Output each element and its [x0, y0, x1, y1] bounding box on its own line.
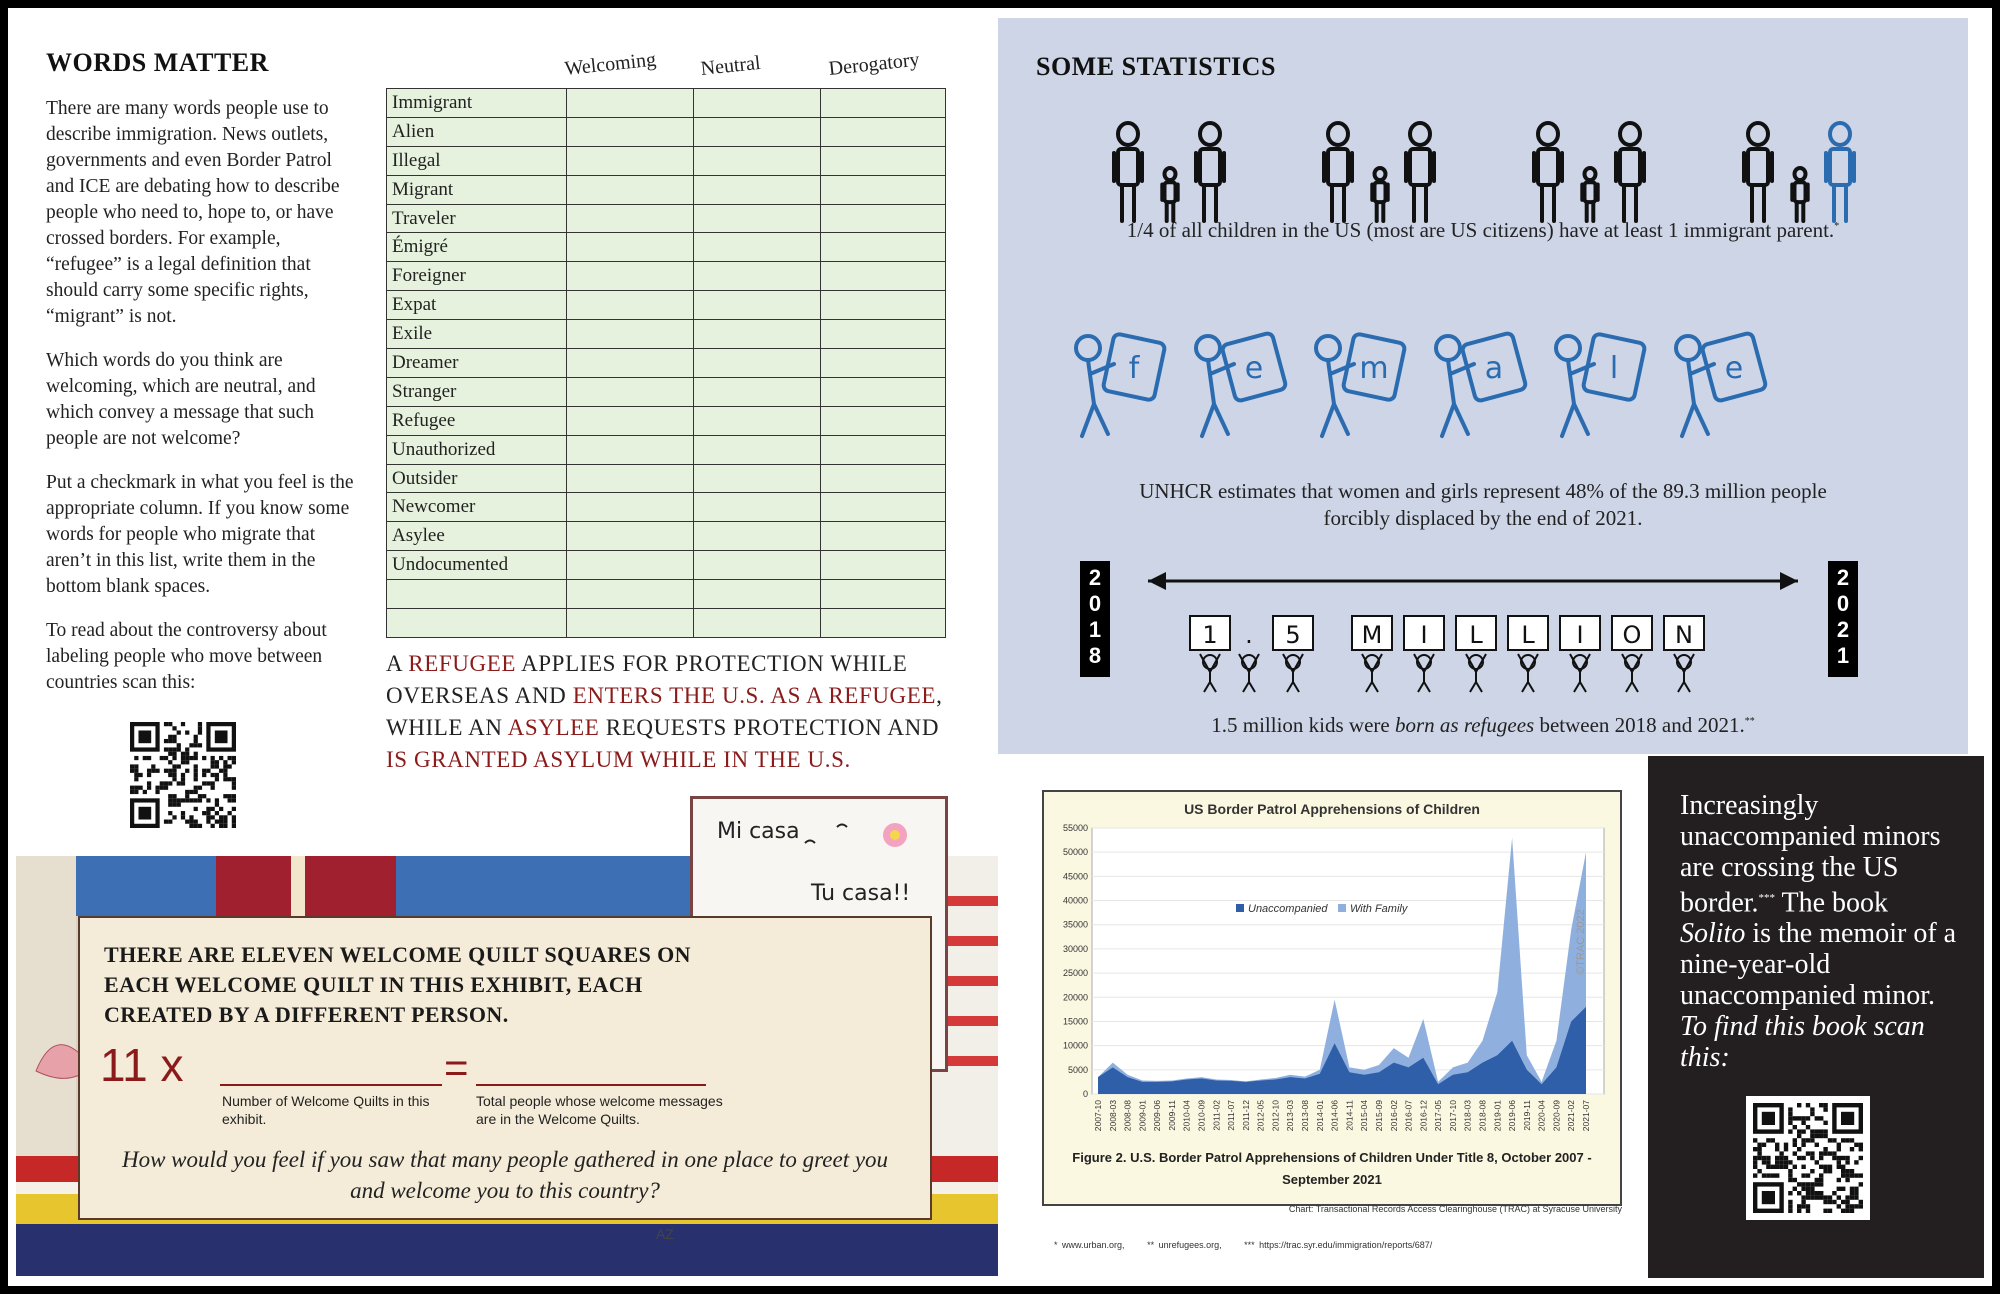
checkbox-cell-welcoming[interactable] [567, 146, 694, 175]
word-row [387, 349, 946, 378]
checkbox-cell-derogatory[interactable] [821, 320, 946, 349]
statistics-panel [998, 18, 1968, 754]
word-cell: Alien [387, 117, 567, 146]
drawing-text: Mi casa [717, 819, 800, 844]
word-row [387, 233, 946, 262]
kid-holding-sign [1508, 616, 1548, 692]
x-tick-label: 2021-07 [1581, 1100, 1591, 1132]
checkbox-cell-derogatory[interactable] [821, 580, 946, 609]
x-tick-label: 2019-06 [1507, 1100, 1518, 1132]
panel-scan-instruction: To find this book scan this: [1680, 1011, 1925, 1074]
footnote-2: ** unrefugees.org, [1147, 1240, 1222, 1250]
equation-lead: 11 x [100, 1039, 184, 1091]
total-people-caption: Total people whose welcome messages are in the Welcome Quilts. [476, 1093, 723, 1127]
female-letter: l [1609, 351, 1619, 386]
word-cell: Asylee [387, 522, 567, 551]
checkbox-cell-derogatory[interactable] [821, 175, 946, 204]
kid-holding-sign [1560, 616, 1600, 692]
checkbox-cell-welcoming[interactable] [567, 406, 694, 435]
word-cell: Newcomer [387, 493, 567, 522]
kid-holding-sign [1273, 616, 1313, 692]
note-text: APPLIES FOR PROTECTION WHILE OVERSEAS AND [386, 651, 908, 708]
checkbox-cell-neutral[interactable] [694, 204, 821, 233]
x-tick-label: 2017-10 [1447, 1100, 1458, 1132]
apprehensions-chart-frame [1042, 790, 1622, 1206]
word-row [387, 175, 946, 204]
y-tick-label: 10000 [1062, 1040, 1088, 1051]
female-letter: e [1244, 351, 1264, 386]
checkbox-cell-neutral[interactable] [694, 89, 821, 118]
panel-text: Increasingly unaccompanied minors are crossing the US border. [1680, 790, 1941, 919]
exhibit-page [8, 8, 1992, 1286]
y-tick-label: 25000 [1062, 968, 1088, 979]
word-cell: Traveler [387, 204, 567, 233]
word-cell: Expat [387, 291, 567, 320]
checkbox-cell-neutral[interactable] [694, 349, 821, 378]
x-tick-label: 2009-01 [1137, 1100, 1148, 1132]
sign-letter: L [1469, 621, 1483, 649]
solito-text [1680, 790, 1960, 1073]
year-2018-badge [1080, 561, 1110, 677]
x-tick-label: 2009-11 [1166, 1100, 1177, 1131]
header-welcoming: Welcoming [563, 48, 658, 81]
word-cell: Stranger [387, 377, 567, 406]
footnote-3: *** https://trac.syr.edu/immigration/reports/687/ [1244, 1240, 1433, 1250]
female-letter-figure [1436, 332, 1527, 436]
x-tick-label: 2007-10 [1093, 1100, 1103, 1132]
words-matter-text [46, 96, 356, 714]
year-digit: 2 [1836, 617, 1850, 642]
chart-caption-line: September 2021 [1282, 1172, 1382, 1187]
word-cell: Unauthorized [387, 435, 567, 464]
stick-figure [1372, 168, 1387, 221]
checkbox-cell-derogatory[interactable] [821, 493, 946, 522]
chart-source: Chart: Transactional Records Access Clearinghouse (TRAC) at Syracuse University [1288, 1204, 1622, 1214]
checkbox-cell-welcoming[interactable] [567, 522, 694, 551]
y-tick-label: 30000 [1062, 943, 1088, 954]
quilt-reflection-question: How would you feel if you saw that many people gathered in one place to greet you and welcome you to this country? [121, 1147, 889, 1203]
word-row [387, 89, 946, 118]
checkbox-cell-neutral[interactable] [694, 175, 821, 204]
word-cell: Undocumented [387, 551, 567, 580]
stick-figure [1792, 168, 1807, 221]
sign-letter: M [1361, 621, 1383, 649]
x-tick-label: 2010-04 [1181, 1100, 1192, 1132]
y-tick-label: 50000 [1062, 847, 1088, 858]
checkbox-cell-welcoming[interactable] [567, 609, 694, 638]
x-tick-label: 2017-05 [1433, 1100, 1444, 1132]
checkbox-cell-neutral[interactable] [694, 406, 821, 435]
kid-holding-sign [1456, 616, 1496, 692]
x-tick-label: 2014-11 [1344, 1100, 1355, 1131]
word-row [387, 262, 946, 291]
x-tick-label: 2015-04 [1359, 1100, 1370, 1132]
question-paragraph: Which words do you think are welcoming, which are neutral, and which convey a message that such people are not welcome? [46, 350, 316, 449]
apprehensions-chart [1044, 792, 1620, 1204]
sign-letter: . [1245, 621, 1253, 649]
stick-figure [1162, 168, 1177, 221]
equals-sign: = [444, 1044, 469, 1091]
checkbox-cell-neutral[interactable] [694, 493, 821, 522]
year-digit: 1 [1088, 617, 1102, 642]
checkbox-cell-derogatory[interactable] [821, 464, 946, 493]
word-cell: Outsider [387, 464, 567, 493]
year-digit: 1 [1836, 643, 1850, 668]
checkbox-cell-neutral[interactable] [694, 320, 821, 349]
word-row [387, 435, 946, 464]
year-digit: 0 [1088, 591, 1102, 616]
sign-letter: 1 [1202, 621, 1218, 649]
legend-swatch-unaccompanied [1236, 904, 1244, 912]
female-letter: a [1484, 351, 1504, 386]
stat-line: UNHCR estimates that women and girls represent 48% of the 89.3 million people [1139, 479, 1827, 503]
checkbox-cell-neutral[interactable] [694, 262, 821, 291]
drawing-text: Tu casa!! [811, 881, 911, 906]
refugee-asylee-note [386, 648, 946, 776]
word-cell: Immigrant [387, 89, 567, 118]
instructions-paragraph: Put a checkmark in what you feel is the appropriate column. If you know some words for people who migrate that aren’t in this list, write them in the bottom blank spaces. [46, 472, 354, 597]
sign-letter: 5 [1285, 621, 1301, 649]
x-tick-label: 2021-02 [1566, 1100, 1577, 1132]
words-matter-title: WORDS MATTER [46, 48, 269, 77]
word-cell: Émigré [387, 233, 567, 262]
year-2021-badge [1828, 561, 1858, 677]
word-row [387, 320, 946, 349]
word-row [387, 406, 946, 435]
checkbox-cell-welcoming[interactable] [567, 435, 694, 464]
quilt-count-blank[interactable] [220, 1084, 442, 1086]
legend-unaccompanied: Unaccompanied [1248, 903, 1328, 915]
checkbox-cell-neutral[interactable] [694, 146, 821, 175]
sign-letter: L [1521, 621, 1535, 649]
word-cell: Migrant [387, 175, 567, 204]
footnotes [1054, 1240, 1432, 1250]
female-letter-figure [1556, 333, 1645, 436]
stick-figure [1582, 168, 1597, 221]
x-tick-label: 2008-08 [1122, 1100, 1133, 1132]
checkbox-cell-welcoming[interactable] [567, 117, 694, 146]
stick-figure [1616, 123, 1644, 221]
word-row [387, 551, 946, 580]
female-letter-figure [1676, 332, 1767, 436]
kid-holding-sign [1190, 616, 1230, 692]
checkbox-cell-welcoming[interactable] [567, 580, 694, 609]
note-highlight: ENTERS THE U.S. AS A REFUGEE [572, 683, 937, 708]
sign-letter: I [1576, 621, 1584, 649]
word-row [387, 522, 946, 551]
x-tick-label: 2010-09 [1196, 1100, 1207, 1132]
checkbox-cell-neutral[interactable] [694, 609, 821, 638]
y-tick-label: 45000 [1062, 871, 1088, 882]
sign-letter: O [1622, 621, 1642, 649]
x-tick-label: 2011-02 [1211, 1100, 1222, 1131]
checkbox-cell-derogatory[interactable] [821, 204, 946, 233]
footnote-mark: ** [1744, 716, 1755, 727]
arrow-head-right [1780, 572, 1798, 590]
checkbox-cell-welcoming[interactable] [567, 204, 694, 233]
x-tick-label: 2016-02 [1388, 1100, 1399, 1132]
qr-code-solito[interactable] [1753, 1103, 1863, 1213]
sign-letter: I [1420, 621, 1428, 649]
x-tick-label: 2016-07 [1403, 1100, 1414, 1132]
word-row [387, 580, 946, 609]
note-text: , WHILE AN [386, 683, 943, 740]
sign-letter: N [1675, 621, 1693, 649]
checkbox-cell-derogatory[interactable] [821, 551, 946, 580]
word-cell: Refugee [387, 406, 567, 435]
checkbox-cell-derogatory[interactable] [821, 146, 946, 175]
stick-figure [1744, 123, 1772, 221]
total-people-blank[interactable] [476, 1084, 706, 1086]
x-tick-label: 2014-06 [1329, 1100, 1340, 1132]
stick-figure [1114, 123, 1142, 221]
x-tick-label: 2012-05 [1255, 1100, 1266, 1132]
legend-swatch-with-family [1338, 904, 1346, 912]
checkbox-cell-neutral[interactable] [694, 551, 821, 580]
checkbox-cell-derogatory[interactable] [821, 522, 946, 551]
quilt-corner-label: AZ [656, 1226, 674, 1242]
unhcr-stat [998, 478, 1968, 532]
stick-figure [1826, 123, 1854, 221]
chart-title: US Border Patrol Apprehensions of Children [1184, 801, 1480, 817]
checkbox-cell-derogatory[interactable] [821, 117, 946, 146]
kid-holding-sign [1612, 616, 1652, 692]
word-cell: Foreigner [387, 262, 567, 291]
checkbox-cell-neutral[interactable] [694, 580, 821, 609]
checkbox-cell-welcoming[interactable] [567, 262, 694, 291]
word-row [387, 146, 946, 175]
legend-with-family: With Family [1350, 903, 1408, 915]
x-tick-label: 2011-07 [1226, 1100, 1237, 1131]
note-highlight: IS GRANTED ASYLUM WHILE IN THE U.S. [386, 747, 851, 772]
stat-text: between 2018 and 2021. [1534, 713, 1745, 737]
checkbox-cell-welcoming[interactable] [567, 493, 694, 522]
word-row [387, 377, 946, 406]
year-digit: 0 [1836, 591, 1850, 616]
x-tick-label: 2015-09 [1373, 1100, 1384, 1132]
quilt-box-title: THERE ARE ELEVEN WELCOME QUILT SQUARES ON EACH WELCOME QUILT IN THIS EXHIBIT, EACH CREATED BY A DIFFERENT PERSON. [104, 942, 691, 1027]
checkbox-cell-welcoming[interactable] [567, 175, 694, 204]
footnote-1: * www.urban.org, [1054, 1240, 1125, 1250]
panel-text: The book [1775, 887, 1889, 919]
y-tick-label: 15000 [1062, 1016, 1088, 1027]
chart-watermark: ©TRAC 2022 [1575, 909, 1587, 975]
header-derogatory: Derogatory [827, 48, 921, 81]
checkbox-cell-derogatory[interactable] [821, 89, 946, 118]
y-tick-label: 40000 [1062, 895, 1088, 906]
footnote-mark: *** [1758, 892, 1776, 904]
stat-line: forcibly displaced by the end of 2021. [1323, 506, 1643, 530]
word-cell: Exile [387, 320, 567, 349]
stat-text: 1.5 million kids were [1211, 713, 1395, 737]
checkbox-cell-welcoming[interactable] [567, 349, 694, 378]
checkbox-cell-neutral[interactable] [694, 233, 821, 262]
arrow-head-left [1148, 572, 1166, 590]
checkbox-cell-welcoming[interactable] [567, 89, 694, 118]
checkbox-cell-derogatory[interactable] [821, 435, 946, 464]
word-cell[interactable] [387, 609, 567, 638]
checkbox-cell-neutral[interactable] [694, 291, 821, 320]
female-letter: e [1724, 351, 1744, 386]
note-text: A [386, 651, 409, 676]
qr-code-labeling[interactable] [130, 722, 236, 828]
x-tick-label: 2018-03 [1462, 1100, 1473, 1132]
x-tick-label: 2009-06 [1152, 1100, 1163, 1132]
statistics-title: SOME STATISTICS [1036, 52, 1276, 81]
qr-code-solito-container [1746, 1096, 1870, 1220]
x-tick-label: 2008-03 [1107, 1100, 1118, 1132]
y-tick-label: 20000 [1062, 992, 1088, 1003]
y-tick-label: 0 [1082, 1089, 1088, 1099]
y-tick-label: 35000 [1062, 919, 1088, 930]
kid-holding-sign [1352, 616, 1392, 692]
kid-holding-sign [1664, 616, 1704, 692]
female-letter-figure [1196, 332, 1287, 436]
x-tick-label: 2013-08 [1300, 1100, 1311, 1132]
female-letters-illustration [1058, 308, 1878, 458]
x-tick-label: 2019-01 [1492, 1100, 1503, 1132]
checkbox-cell-neutral[interactable] [694, 435, 821, 464]
year-digit: 2 [1088, 565, 1102, 590]
female-letter: m [1359, 351, 1389, 386]
word-row [387, 464, 946, 493]
note-text: REQUESTS PROTECTION AND [599, 715, 940, 740]
kids-born-refugees-stat [998, 713, 1968, 738]
x-tick-label: 2012-10 [1270, 1100, 1281, 1132]
checkbox-cell-derogatory[interactable] [821, 291, 946, 320]
checkbox-cell-derogatory[interactable] [821, 349, 946, 378]
y-tick-label: 5000 [1067, 1064, 1088, 1075]
female-letter-figure [1076, 333, 1165, 436]
checkbox-cell-welcoming[interactable] [567, 320, 694, 349]
word-cell[interactable] [387, 580, 567, 609]
stick-figure [1324, 123, 1352, 221]
children-immigrant-parent-stat [998, 218, 1968, 243]
checkbox-cell-welcoming[interactable] [567, 377, 694, 406]
chart-caption-line: Figure 2. U.S. Border Patrol Apprehensions of Children Under Title 8, October 2007 - [1072, 1150, 1592, 1165]
word-row [387, 204, 946, 233]
checkbox-cell-neutral[interactable] [694, 117, 821, 146]
stat-text: 1/4 of all children in the US (most are US citizens) have at least 1 immigrant parent. [1126, 218, 1835, 242]
checkbox-cell-welcoming[interactable] [567, 551, 694, 580]
kid-holding-sign [1239, 621, 1259, 692]
checkbox-cell-neutral[interactable] [694, 377, 821, 406]
solito-book-panel [1648, 756, 1984, 1278]
checkbox-cell-neutral[interactable] [694, 464, 821, 493]
kid-holding-sign [1404, 616, 1444, 692]
note-highlight: ASYLEE [507, 715, 600, 740]
female-letter: f [1128, 351, 1140, 386]
checkbox-cell-derogatory[interactable] [821, 377, 946, 406]
quilt-count-caption: Number of Welcome Quilts in this exhibit. [222, 1093, 430, 1127]
stat-emphasis: born as refugees [1394, 713, 1535, 737]
checkbox-cell-welcoming[interactable] [567, 291, 694, 320]
word-row [387, 291, 946, 320]
year-digit: 8 [1088, 643, 1102, 668]
x-tick-label: 2011-12 [1240, 1100, 1251, 1131]
female-letter-figure [1316, 333, 1405, 436]
stick-figure [1406, 123, 1434, 221]
checkbox-cell-neutral[interactable] [694, 522, 821, 551]
word-cell: Dreamer [387, 349, 567, 378]
checkbox-cell-welcoming[interactable] [567, 233, 694, 262]
checkbox-cell-derogatory[interactable] [821, 262, 946, 291]
book-title: Solito [1680, 918, 1746, 950]
x-tick-label: 2014-01 [1314, 1100, 1325, 1132]
stick-figure [1534, 123, 1562, 221]
stick-figure [1196, 123, 1224, 221]
panel-text: is the memoir of a nine-year-old unaccompanied minor. [1680, 918, 1957, 1012]
word-cell: Illegal [387, 146, 567, 175]
word-checklist-table [386, 88, 946, 638]
x-tick-label: 2019-11 [1521, 1100, 1532, 1131]
checkbox-cell-derogatory[interactable] [821, 233, 946, 262]
x-tick-label: 2013-03 [1285, 1100, 1296, 1132]
family-stick-figures-illustration [1098, 113, 1878, 223]
header-neutral: Neutral [699, 51, 762, 81]
word-row [387, 609, 946, 638]
x-tick-label: 2016-12 [1418, 1100, 1429, 1132]
intro-paragraph: There are many words people use to describe immigration. News outlets, governments and even Border Patrol and ICE are debating how to describe people who need to, hope to, or have crossed borders. For example, “refugee” is a legal definition that should carry some specific rights, “migrant” is not. [46, 98, 340, 327]
note-highlight: REFUGEE [408, 651, 516, 676]
x-tick-label: 2018-08 [1477, 1100, 1488, 1132]
checkbox-cell-derogatory[interactable] [821, 609, 946, 638]
y-tick-label: 55000 [1062, 823, 1088, 833]
x-tick-label: 2020-04 [1536, 1100, 1547, 1132]
checkbox-cell-derogatory[interactable] [821, 406, 946, 435]
checkbox-cell-welcoming[interactable] [567, 464, 694, 493]
x-tick-label: 2020-09 [1551, 1100, 1562, 1132]
word-row [387, 117, 946, 146]
footnote-mark: * [1834, 221, 1840, 232]
scan-paragraph: To read about the controversy about labeling people who move between countries scan this: [46, 620, 327, 693]
year-digit: 2 [1836, 565, 1850, 590]
word-row [387, 493, 946, 522]
welcome-quilt-calculation-box [78, 916, 932, 1220]
million-kids-illustration [1128, 558, 1818, 698]
